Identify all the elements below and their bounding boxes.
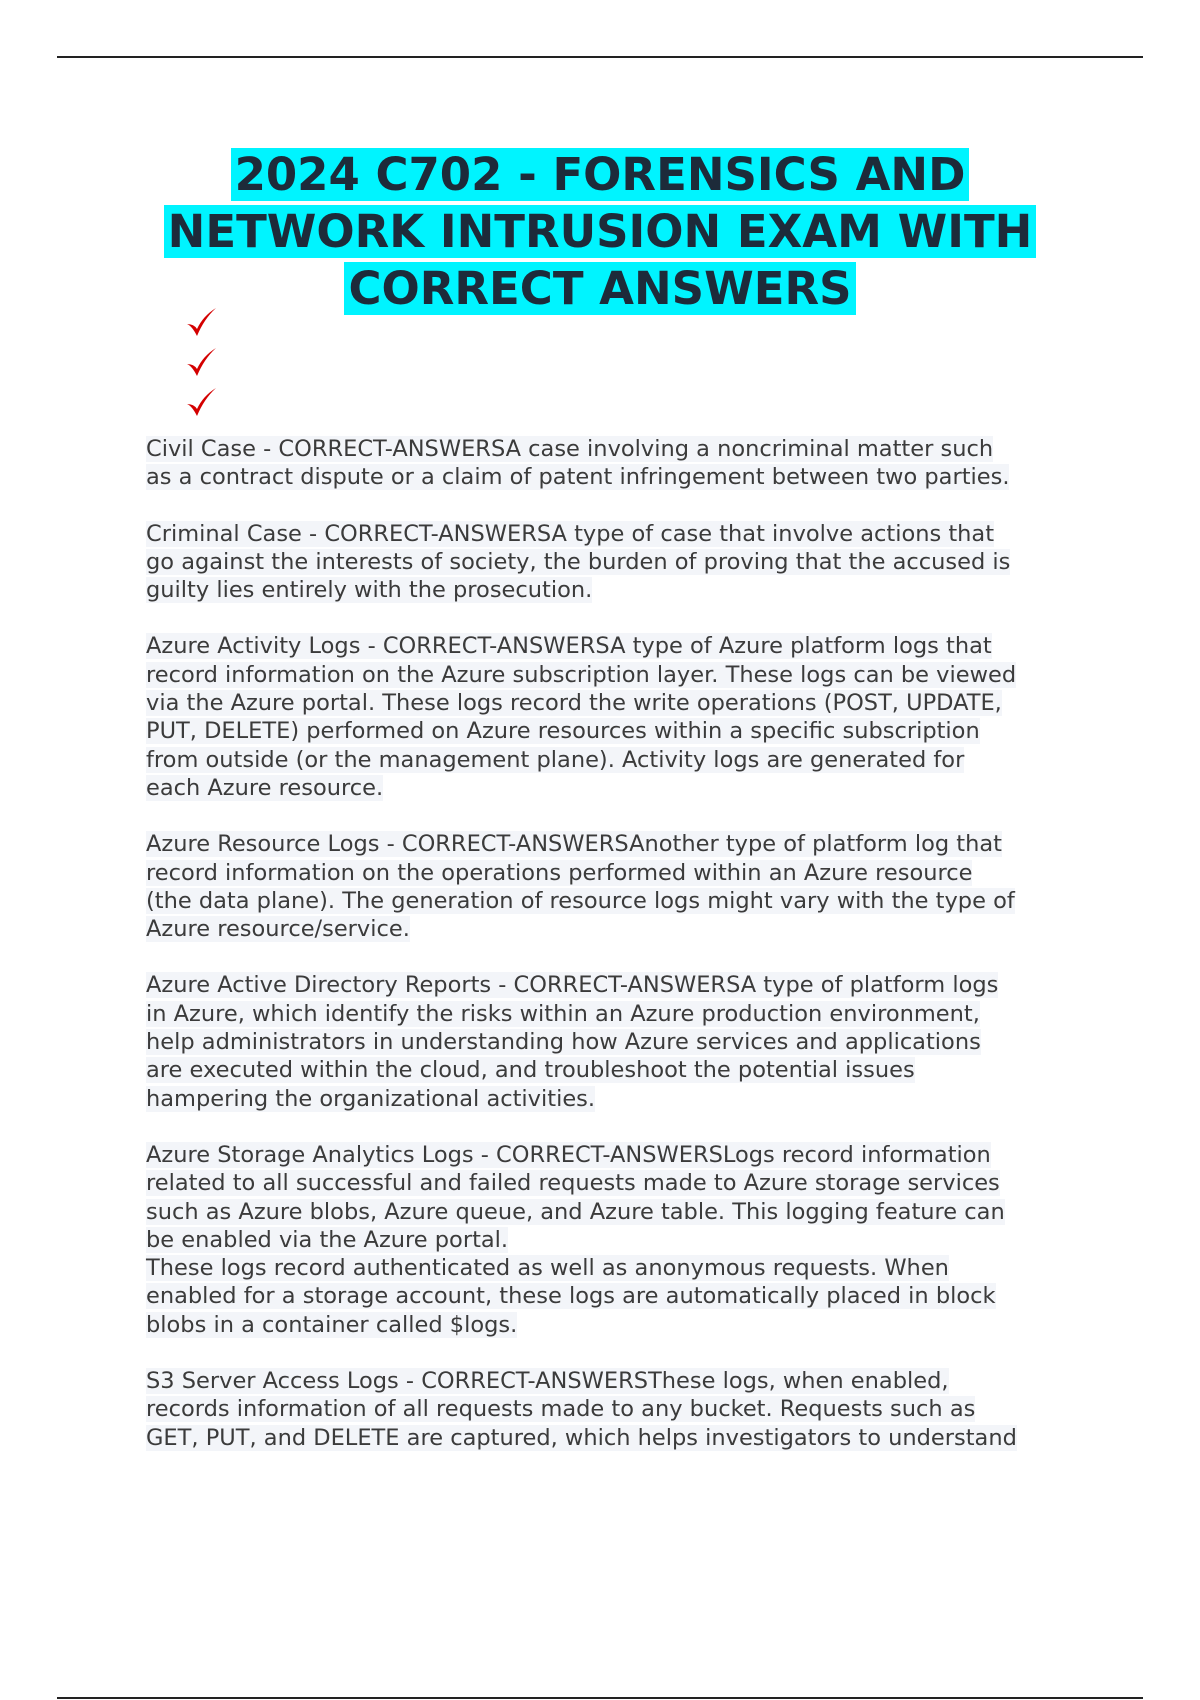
checkmark-icon — [183, 385, 223, 425]
entry-azure-ad-reports — [146, 971, 1106, 1112]
entry-s3-server-access-logs — [146, 1367, 1106, 1452]
entry-line: (the data plane). The generation of resource logs might vary with the type of — [146, 887, 1015, 914]
entry-line: are executed within the cloud, and troubleshoot the potential issues — [146, 1057, 915, 1084]
document-title — [0, 146, 1200, 317]
entry-line: Azure Activity Logs - CORRECT-ANSWERSA type of Azure platform logs that — [146, 633, 992, 660]
entry-line: PUT, DELETE) performed on Azure resources within a specific subscription — [146, 718, 980, 745]
entry-line: GET, PUT, and DELETE are captured, which helps investigators to understand — [146, 1424, 1017, 1451]
top-rule — [57, 56, 1143, 58]
entry-line: be enabled via the Azure portal. — [146, 1226, 509, 1253]
entry-line: each Azure resource. — [146, 774, 384, 801]
entry-line: in Azure, which identify the risks within an Azure production environment, — [146, 1000, 980, 1027]
entry-azure-storage-analytics-logs — [146, 1141, 1106, 1339]
entry-line: Criminal Case - CORRECT-ANSWERSA type of case that involve actions that — [146, 520, 995, 547]
entry-line: S3 Server Access Logs - CORRECT-ANSWERSThese logs, when enabled, — [146, 1368, 949, 1395]
entry-line: go against the interests of society, the burden of proving that the accused is — [146, 548, 1011, 575]
entry-azure-activity-logs — [146, 632, 1106, 802]
entry-line: record information on the Azure subscription layer. These logs can be viewed — [146, 661, 1017, 688]
entry-line: blobs in a container called $logs. — [146, 1311, 518, 1338]
entry-line: enabled for a storage account, these logs are automatically placed in block — [146, 1283, 996, 1310]
entry-criminal-case — [146, 520, 1106, 605]
entry-line: Azure Storage Analytics Logs - CORRECT-ANSWERSLogs record information — [146, 1141, 991, 1168]
checkmark-icon — [183, 345, 223, 385]
title-line-1: 2024 C702 - FORENSICS AND — [231, 148, 970, 201]
checkmark-list — [183, 305, 223, 425]
entry-line: Civil Case - CORRECT-ANSWERSA case involving a noncriminal matter such — [146, 436, 994, 462]
entry-line: These logs record authenticated as well as anonymous requests. When — [146, 1255, 949, 1282]
entry-line: help administrators in understanding how Azure services and applications — [146, 1029, 981, 1056]
title-line-2: NETWORK INTRUSION EXAM WITH — [164, 205, 1037, 258]
entry-line: records information of all requests made to any bucket. Requests such as — [146, 1396, 976, 1423]
entry-line: Azure Active Directory Reports - CORRECT-ANSWERSA type of platform logs — [146, 972, 999, 999]
entry-line: Azure resource/service. — [146, 916, 410, 943]
entry-civil-case — [146, 435, 1106, 492]
entry-line: guilty lies entirely with the prosecution. — [146, 577, 593, 604]
entry-line: from outside (or the management plane). Activity logs are generated for — [146, 746, 965, 773]
entry-line: record information on the operations performed within an Azure resource — [146, 859, 973, 886]
qa-content — [146, 435, 1106, 1480]
entry-line: via the Azure portal. These logs record the write operations (POST, UPDATE, — [146, 690, 1002, 717]
entry-line: Azure Resource Logs - CORRECT-ANSWERSAnother type of platform log that — [146, 831, 1002, 858]
entry-azure-resource-logs — [146, 830, 1106, 943]
entry-line: related to all successful and failed requests made to Azure storage services — [146, 1170, 1000, 1197]
entry-line: such as Azure blobs, Azure queue, and Azure table. This logging feature can — [146, 1198, 1005, 1225]
bottom-rule — [57, 1697, 1143, 1699]
checkmark-icon — [183, 305, 223, 345]
entry-line: hampering the organizational activities. — [146, 1085, 596, 1112]
entry-line: as a contract dispute or a claim of patent infringement between two parties. — [146, 464, 1010, 491]
title-line-3: CORRECT ANSWERS — [344, 262, 855, 315]
